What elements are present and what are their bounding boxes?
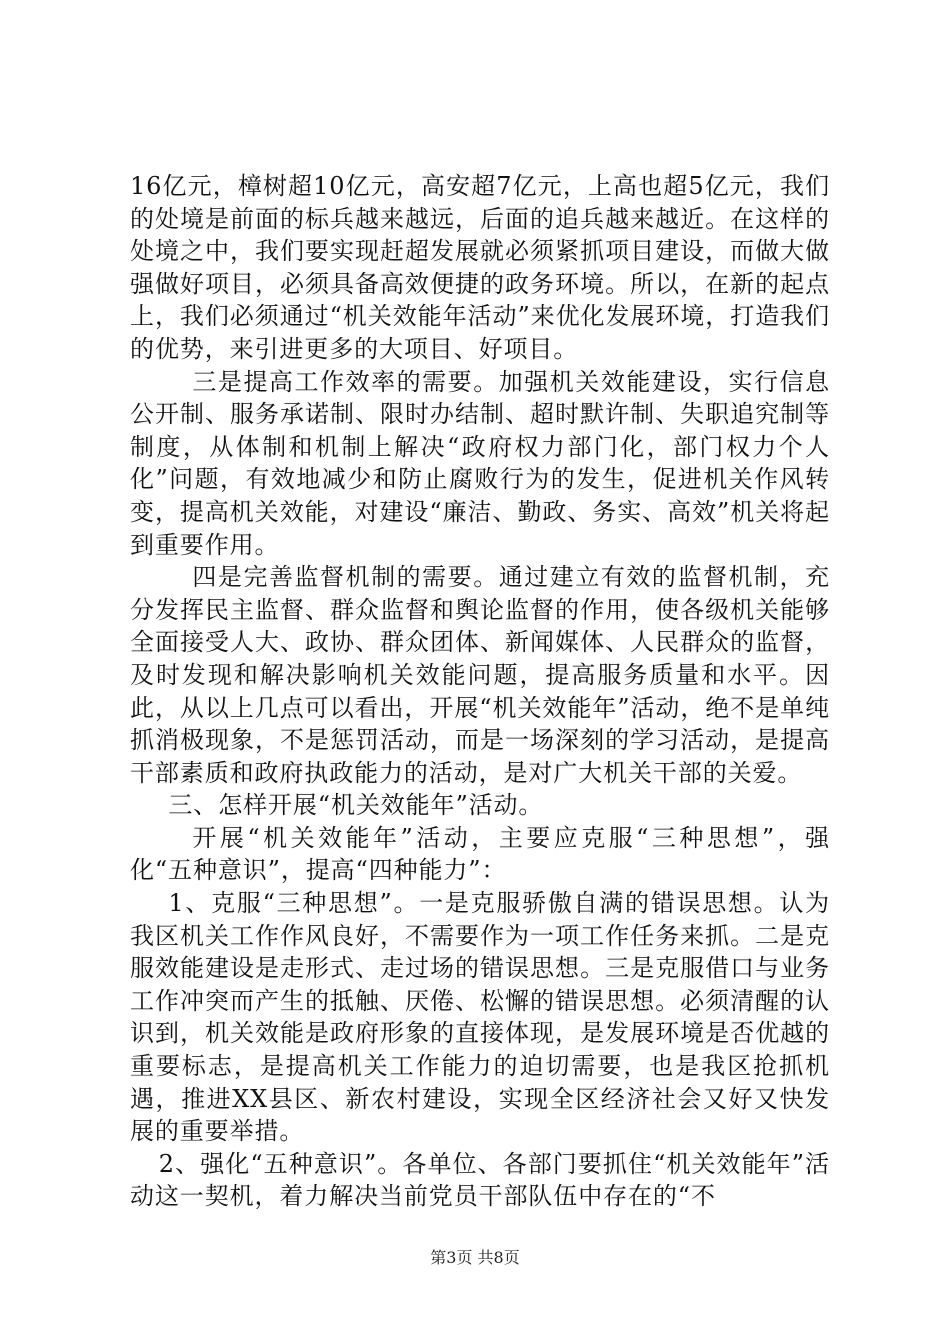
paragraph-intro: 开展“机关效能年”活动，主要应克服“三种思想”，强化“五种意识”，提高“四种能力”： — [130, 823, 830, 885]
page-footer: 第3页 共8页 — [430, 1248, 520, 1267]
paragraph-point-three: 三是提高工作效率的需要。加强机关效能建设，实行信息公开制、服务承诺制、限时办结制、超时默许制、失职追究制等制度，从体制和机制上解决“政府权力部门化，部门权力个人化”问题，有效地减少和防止腐败行为的发生，促进机关作风转变，提高机关效能，对建设“廉洁、勤政、务实、高效”机关将起到重要作用。 — [130, 367, 830, 559]
document-body — [130, 170, 830, 1213]
paragraph-continuation: 16亿元，樟树超10亿元，高安超7亿元，上高也超5亿元，我们的处境是前面的标兵越来越远，后面的追兵越来越近。在这样的处境之中，我们要实现赶超发展就必须紧抓项目建设，而做大做强做好项目，必须具备高效便捷的政务环境。所以，在新的起点上，我们必须通过“机关效能年活动”来优化发展环境，打造我们的优势，来引进更多的大项目、好项目。 — [130, 172, 830, 363]
paragraph-item-two: 2、强化“五种意识”。各单位、各部门要抓住“机关效能年”活动这一契机，着力解决当前党员干部队伍中存在的“不 — [130, 1149, 830, 1211]
section-heading-three: 三、怎样开展“机关效能年”活动。 — [168, 791, 544, 820]
paragraph-item-one: 1、克服“三种思想”。一是克服骄傲自满的错误思想。认为我区机关工作作风良好，不需要作为一项工作任务来抓。二是克服效能建设是走形式、走过场的错误思想。三是克服借口与业务工作冲突而产生的抵触、厌倦、松懈的错误思想。必须清醒的认识到，机关效能是政府形象的直接体现，是发展环境是否优越的重要标志，是提高机关工作能力的迫切需要，也是我区抢抓机遇，推进XX县区、新农村建设，实现全区经济社会又好又快发展的重要举措。 — [130, 889, 830, 1146]
paragraph-point-four: 四是完善监督机制的需要。通过建立有效的监督机制，充分发挥民主监督、群众监督和舆论监督的作用，使各级机关能够全面接受人大、政协、群众团体、新闻媒体、人民群众的监督，及时发现和解决影响机关效能问题，提高服务质量和水平。因此，从以上几点可以看出，开展“机关效能年”活动，绝不是单纯抓消极现象，不是惩罚活动，而是一场深刻的学习活动，是提高干部素质和政府执政能力的活动，是对广大机关干部的关爱。 — [130, 563, 830, 787]
